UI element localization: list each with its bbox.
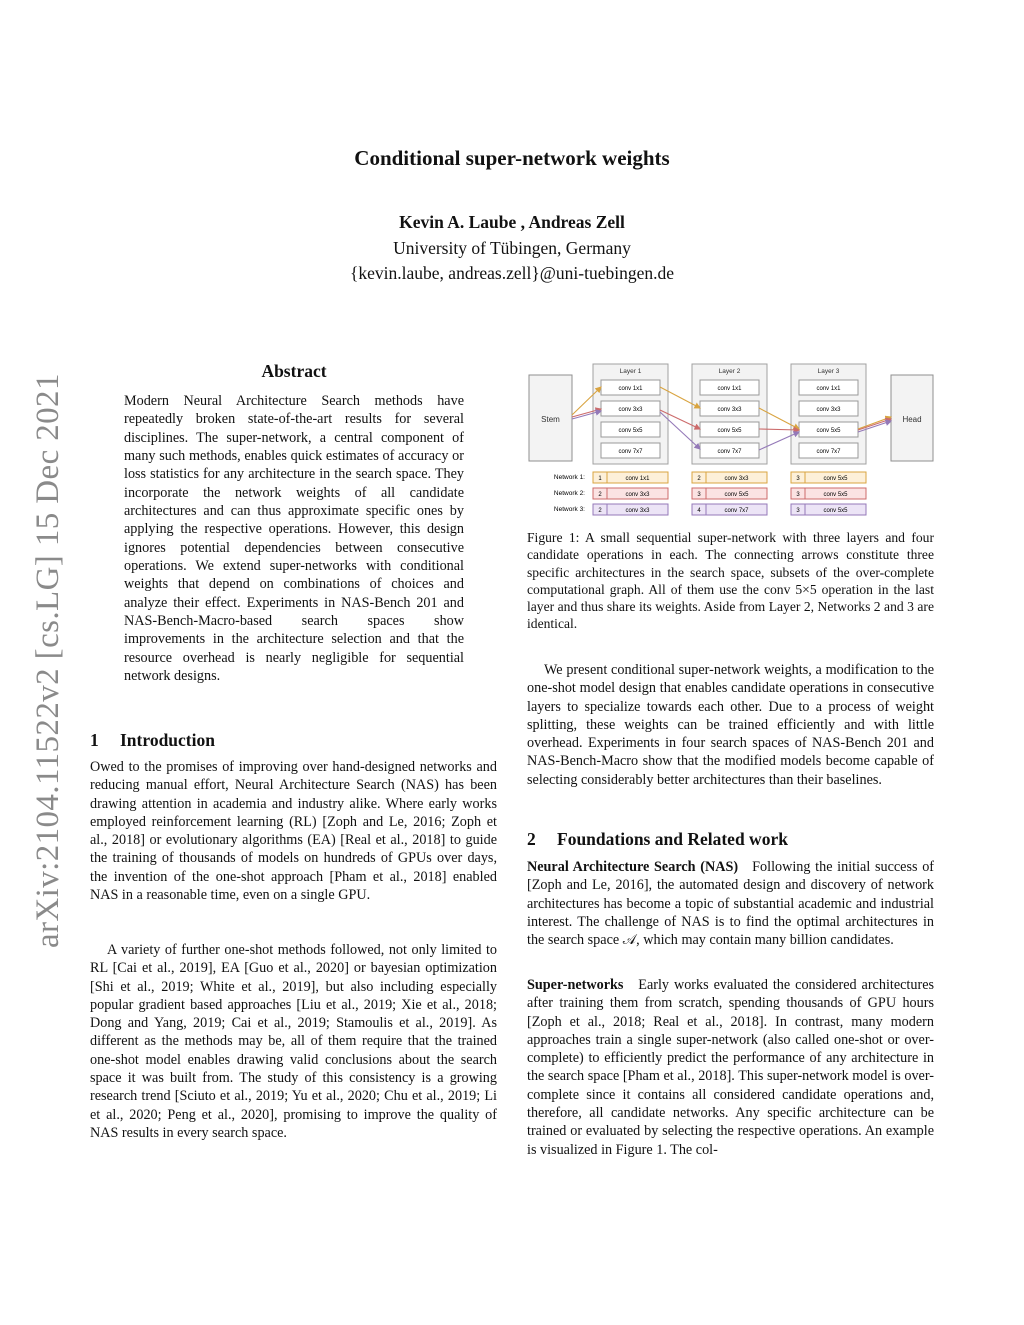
cell-op: conv 3x3: [625, 508, 650, 514]
section-1-heading: [90, 730, 215, 751]
authors: Kevin A. Laube , Andreas Zell: [399, 212, 625, 232]
op-label: conv 5x5: [618, 428, 643, 434]
op-label: conv 1x1: [717, 386, 742, 392]
supernet-paragraph-body: Early works evaluated the considered architectures after training them from scratch, spending thousands of GPU hours [Zoph et al., 2018; Real et al., 2018]. In contrast, many modern approaches train a single super-network (also called one-shot or over-complete) to efficiently predict the performance of any architecture in the search space [Pham et al., 2018]. This super-network model is over-complete since it contains all considered candidate operations and, therefore, all candidate networks. Any specific architecture can be trained or evaluated by selecting the respective operations. An example is visualized in Figure 1. The col-: [527, 977, 935, 1158]
paper-title: Conditional super-network weights: [354, 146, 670, 170]
cell-op: conv 1x1: [625, 476, 650, 482]
intro-paragraph-2: A variety of further one-shot methods followed, not only limited to RL [Cai et al., 2019], EA [Guo et al., 2020] or bayesian optimization [Shi et al., 2019; White et al., 2019], but also including especially popular gradient based approaches [Liu et al., 2019; Xie et al., 2018; Dong and Yang, 2019; Cai et al., 2019; Stamoulis et al., 2019]. As different as the methods may be, all of them require that the trained one-shot model enables drawing valid conclusions about the search space it was built from. The study of this consistency is a growing research trend [Sciuto et al., 2019; Yu et al., 2020; Chu et al., 2019; Li et al., 2020; Peng et al., 2020], promising to improve the quality of NAS results in every search space.: [90, 942, 497, 1141]
section-1-number: 1: [90, 730, 99, 750]
supernet-diagram: [527, 360, 934, 520]
nas-paragraph: [527, 858, 934, 949]
cell-index: 3: [697, 492, 701, 498]
layer-2-label: Layer 2: [718, 368, 741, 375]
section-2-number: 2: [527, 829, 536, 849]
cell-op: conv 5x5: [823, 476, 848, 482]
cell-index: 3: [796, 492, 800, 498]
section-2-title: Foundations and Related work: [557, 829, 788, 849]
cell-index: 1: [598, 476, 602, 482]
cell-op: conv 5x5: [823, 492, 848, 498]
figure-1: [527, 360, 934, 520]
op-label: conv 3x3: [618, 407, 643, 413]
layer-3-label: Layer 3: [817, 368, 840, 375]
nas-paragraph-title: Neural Architecture Search (NAS): [527, 859, 739, 875]
network-2-row: [554, 488, 866, 499]
op-label: conv 1x1: [618, 386, 643, 392]
nas-paragraph-body: Following the initial success of [Zoph and Le, 2016], the automated design and discovery of network architectures has become a topic of substantial academic and industrial interest. The challenge of NAS is to find the optimal architectures in the search space 𝒜, which may contain many billion candidates.: [527, 859, 935, 949]
cell-index: 3: [796, 476, 800, 482]
op-label: conv 5x5: [717, 428, 742, 434]
op-label: conv 3x3: [816, 407, 841, 413]
network-3-row: [554, 504, 866, 515]
cell-op: conv 5x5: [823, 508, 848, 514]
cell-op: conv 3x3: [625, 492, 650, 498]
network-3-label: Network 3:: [553, 506, 585, 513]
cell-index: 2: [697, 476, 701, 482]
arxiv-stamp: [26, 360, 66, 950]
contribution-paragraph: We present conditional super-network weights, a modification to the one-shot model design that enables candidate operations in consecutive layers to specialize towards each other. Due to a process of weight splitting, these weights can be trained efficiently and with little overhead. Experiments in four search spaces of NAS-Bench 201 and NAS-Bench-Macro show that the modified models become capable of selecting considerably better architectures than their baselines.: [527, 662, 934, 788]
section-1-title: Introduction: [120, 730, 215, 750]
section-2-heading: [527, 829, 788, 850]
arxiv-id: arXiv:2104.11522v2 [cs.LG] 15 Dec 2021: [30, 373, 66, 948]
cell-op: conv 3x3: [724, 476, 749, 482]
supernet-paragraph-title: Super-networks: [527, 977, 624, 993]
cell-op: conv 5x5: [724, 492, 749, 498]
cell-op: conv 7x7: [724, 508, 749, 514]
abstract-body: Modern Neural Architecture Search methods have repeatedly broken state-of-the-art results for several disciplines. The super-network, a central component of many such methods, enables quick estimates of accuracy or loss statistics for any architecture in the search space. They incorporate the network weights of all candidate architectures and can thus approximate specific ones by applying the respective operations. However, this design ignores potential dependencies between consecutive operations. We extend super-networks with conditional weights that depend on combinations of choices and analyze their effect. Experiments in NAS-Bench 201 and NAS-Bench-Macro-based search spaces show improvements in the architecture selection and that the resource overhead is nearly negligible for sequential network designs.: [124, 393, 464, 685]
email: {kevin.laube, andreas.zell}@uni-tuebingen.de: [350, 263, 674, 283]
figure-1-caption: Figure 1: A small sequential super-network with three layers and four candidate operations in each. The connecting arrows constitute three specific architectures in the search space, subsets of the over-complete computational graph. All of them use the conv 5×5 operation in the last layer and thus share its weights. Aside from Layer 2, Networks 2 and 3 are identical.: [527, 530, 934, 632]
network-1-label: Network 1:: [553, 474, 585, 481]
supernet-paragraph: [527, 976, 934, 1159]
affiliation: University of Tübingen, Germany: [393, 238, 631, 258]
op-label: conv 1x1: [816, 386, 841, 392]
cell-index: 2: [598, 492, 602, 498]
cell-index: 4: [697, 508, 701, 514]
head-label: Head: [902, 415, 922, 424]
network-2-label: Network 2:: [553, 490, 585, 497]
op-label: conv 7x7: [816, 449, 841, 455]
network-1-row: [554, 472, 866, 483]
op-label: conv 3x3: [717, 407, 742, 413]
layer-1-label: Layer 1: [619, 368, 642, 375]
intro-paragraph-1: Owed to the promises of improving over hand-designed networks and reducing manual effort, Neural Architecture Search (NAS) has been drawing attention in academia and industry alike. Where early works employed reinforcement learning (RL) [Zoph and Le, 2016; Zoph et al., 2018] or evolutionary algorithms (EA) [Real et al., 2018] to guide the training of thousands of models on hundreds of GPUs over days, the invention of the one-shot approach [Pham et al., 2018] enabled NAS in a reasonable time, even on a single GPU.: [90, 759, 497, 904]
op-label: conv 5x5: [816, 428, 841, 434]
cell-index: 2: [598, 508, 602, 514]
abstract-heading: Abstract: [261, 361, 327, 381]
op-label: conv 7x7: [717, 449, 742, 455]
stem-label: Stem: [541, 415, 560, 424]
op-label: conv 7x7: [618, 449, 643, 455]
cell-index: 3: [796, 508, 800, 514]
